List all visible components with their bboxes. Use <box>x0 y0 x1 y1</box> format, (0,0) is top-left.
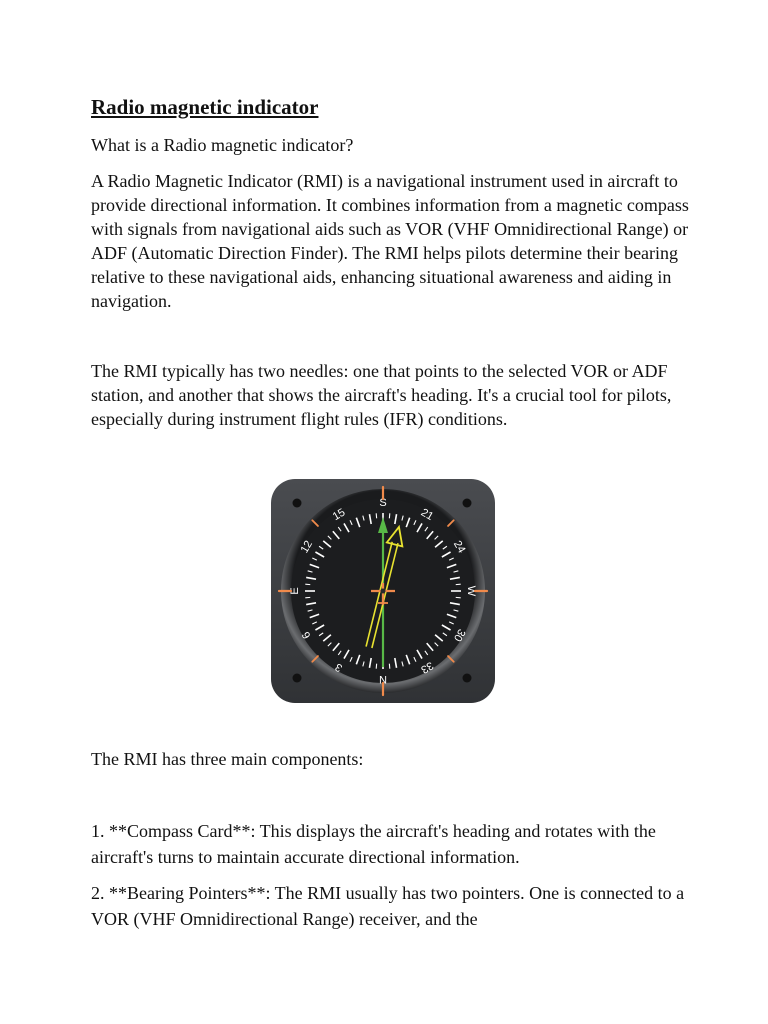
compass-card-label: E <box>289 587 301 595</box>
mounting-screw-icon <box>293 499 302 508</box>
rmi-instrument-icon <box>270 478 496 704</box>
compass-card-label: 30 <box>450 626 468 644</box>
mounting-screw-icon <box>293 674 302 683</box>
compass-card-label: 33 <box>418 658 436 676</box>
needles-paragraph: The RMI typically has two needles: one that points to the selected VOR or ADF station, and another that shows the aircraft's heading. It's a crucial tool for pilots, especially during instrument flight rules (IFR) conditions. <box>91 361 672 429</box>
compass-card-label: 6 <box>300 629 314 641</box>
center-hub <box>381 589 386 594</box>
mounting-screw-icon <box>463 499 472 508</box>
compass-card-label: N <box>379 673 387 685</box>
list-item: 2. **Bearing Pointers**: The RMI usually has two pointers. One is connected to a VOR (VHF Omnidirectional Range) receiver, and the <box>91 883 685 929</box>
components-intro: The RMI has three main components: <box>91 749 364 769</box>
compass-card-label: 12 <box>298 538 316 556</box>
compass-card-label: W <box>465 585 477 597</box>
page-title: Radio magnetic indicator <box>91 95 319 119</box>
intro-paragraph: A Radio Magnetic Indicator (RMI) is a navigational instrument used in aircraft to provide directional information. It combines information from a magnetic compass with signals from navigational aids such as VOR (VHF Omnidirectional Range) or ADF (Automatic Direction Finder). The RMI helps pilots determine their bearing relative to these navigational aids, enhancing situational awareness and aiding in navigation. <box>91 171 689 311</box>
list-item: 1. **Compass Card**: This displays the aircraft's heading and rotates with the aircraft's turns to maintain accurate directional information. <box>91 821 656 867</box>
compass-card-label: 21 <box>418 506 436 524</box>
compass-card-label: 3 <box>333 660 345 674</box>
question-paragraph: What is a Radio magnetic indicator? <box>91 135 354 155</box>
compass-card-label: S <box>379 497 387 509</box>
compass-card-label: 15 <box>330 506 348 524</box>
compass-card-label: 24 <box>450 538 468 556</box>
mounting-screw-icon <box>463 674 472 683</box>
